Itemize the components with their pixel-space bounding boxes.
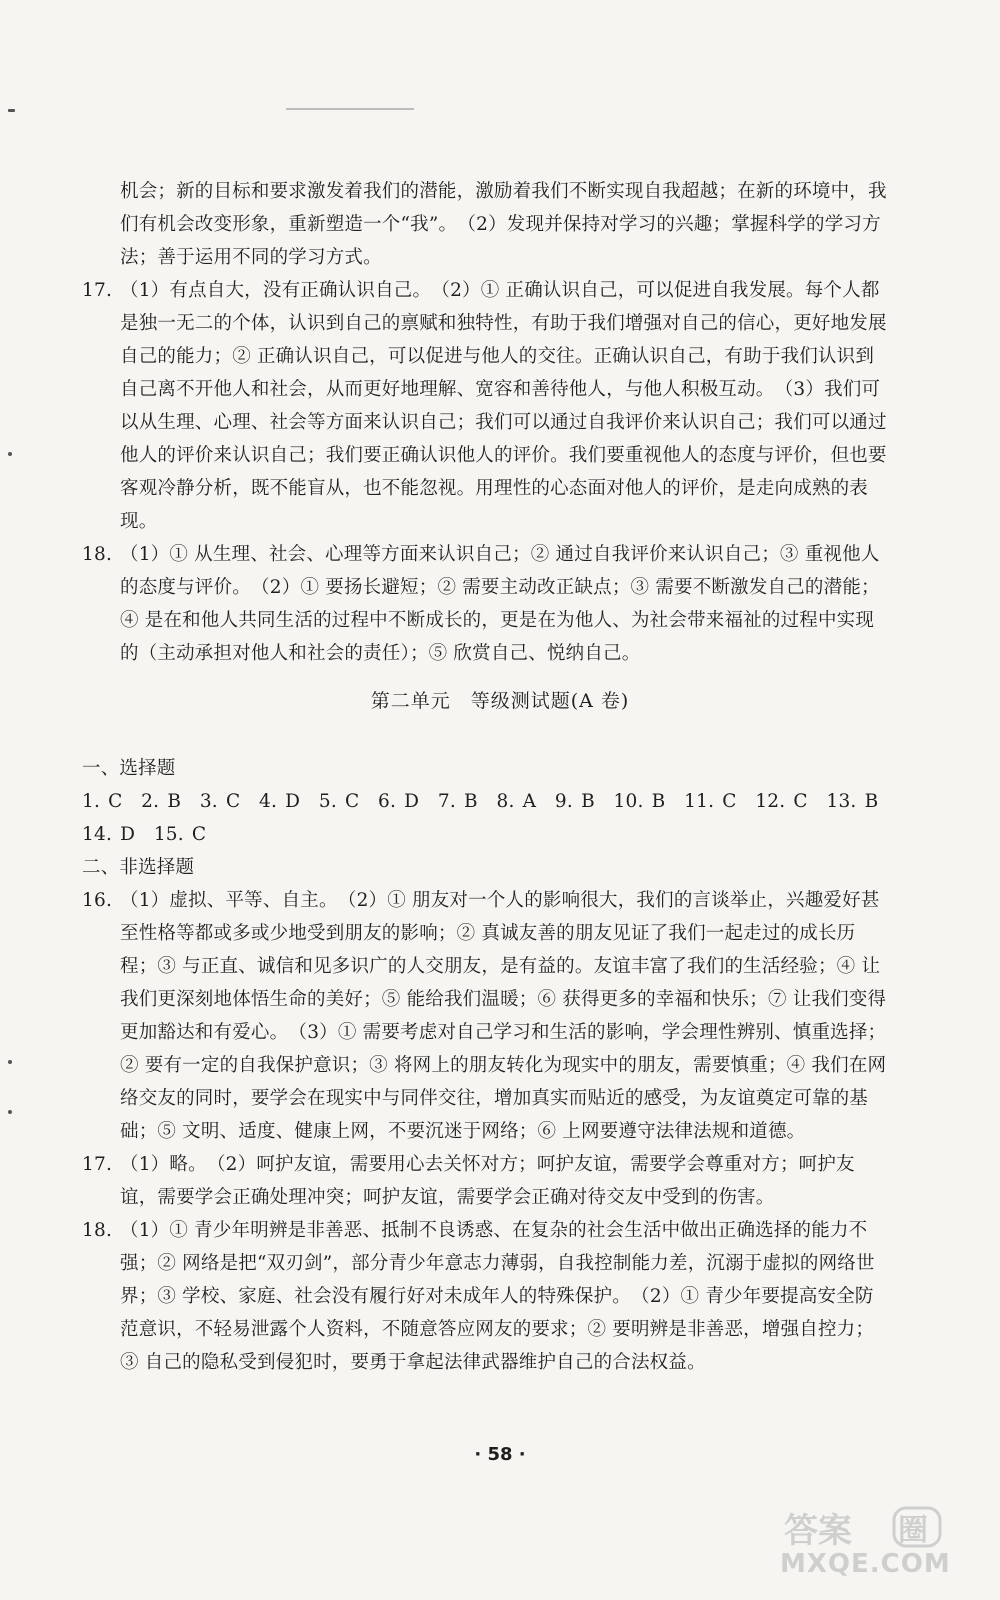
answer-text: （1）虚拟、平等、自主。 （2）① 朋友对一个人的影响很大，我们的言谈举止，兴趣爱好甚至性格等都或多或少地受到朋友的影响；② 真诚友善的朋友见证了我们一起走过的成长历程；③ 与正直、诚信和见多识广的人交朋友，是有益的。友谊丰富了我们的生活经验；④ 让我们更深刻地体悟生命的美好；⑤ 能给我们温暖；⑥ 获得更多的幸福和快乐；⑦ 让我们变得更加豁达和有爱心。 （3）① 需要考虑对自己学习和生活的影响，学会理性辨别、慎重选择；② 要有一定的自我保护意识；③ 将网上的朋友转化为现实中的朋友，需要慎重；④ 我们在网络交友的同时，要学会在现实中与同伴交往，增加真实而贴近的感受，为友谊奠定可靠的基础；⑤ 文明、适度、健康上网，不要沉迷于网络；⑥ 上网要遵守法律法规和道德。 [120,890,887,1142]
choice-answers-line-1: 1. C 2. B 3. C 4. D 5. C 6. D 7. B 8. A 9. B 10. B 11. C 12. C 13. B [82,791,879,812]
unit-two-answers-block [82,752,888,1379]
answer-item-18 [82,1214,888,1379]
section-title-choice: 一、选择题 [82,758,176,779]
previous-answers-block [82,175,888,670]
page-number: · 58 · [474,1444,526,1465]
scan-mark [8,452,12,456]
answer-text: （1）有点自大，没有正确认识自己。 （2）① 正确认识自己，可以促进自我发展。每个人都是独一无二的个体，认识到自己的禀赋和独特性，有助于我们增强对自己的信心，更好地发展自己的能力；② 正确认识自己，可以促进与他人的交往。正确认识自己，有助于我们认识到自己离不开他人和社会，从而更好地理解、宽容和善待他人，与他人积极互动。 （3）我们可以从生理、心理、社会等方面来认识自己；我们可以通过自我评价来认识自己；我们可以通过他人的评价来认识自己；我们要正确认识他人的评价。我们要重视他人的态度与评价，但也要客观冷静分析，既不能盲从，也不能忽视。用理性的心态面对他人的评价，是走向成熟的表现。 [120,280,887,532]
watermark-logo [774,1506,974,1576]
svg-text:圈: 圈 [898,1513,928,1548]
answer-item-18 [82,538,888,670]
answer-text: （1）略。 （2）呵护友谊，需要用心去关怀对方；呵护友谊，需要学会尊重对方；呵护友谊，需要学会正确处理冲突；呵护友谊，需要学会正确对待交友中受到的伤害。 [120,1154,855,1208]
choice-answers-line-2: 14. D 15. C [82,824,207,845]
svg-text:答案: 答案 [784,1511,852,1551]
scan-mark [8,1110,12,1114]
section-title-nonchoice: 二、非选择题 [82,857,195,878]
answer-number: 17. [82,280,113,301]
unit-heading: 第二单元 等级测试题(A 卷) [370,690,630,712]
scan-mark [8,1060,12,1064]
answer-number: 18. [82,1220,113,1241]
answer-number: 18. [82,544,113,565]
answer-number: 17. [82,1154,113,1175]
svg-text:MXQE.COM: MXQE.COM [780,1549,951,1576]
continued-answer-text: 机会；新的目标和要求激发着我们的潜能，激励着我们不断实现自我超越；在新的环境中，我们有机会改变形象，重新塑造一个“我”。 （2）发现并保持对学习的兴趣；掌握科学的学习方法；善于运用不同的学习方式。 [120,181,887,268]
answer-text: （1）① 从生理、社会、心理等方面来认识自己；② 通过自我评价来认识自己；③ 重视他人的态度与评价。 （2）① 要扬长避短；② 需要主动改正缺点；③ 需要不断激发自己的潜能；④ 是在和他人共同生活的过程中不断成长的，更是在为他人、为社会带来福祉的过程中实现的（主动承担对他人和社会的责任）；⑤ 欣赏自己、悦纳自己。 [120,544,880,664]
answer-number: 16. [82,890,113,911]
watermark-graphic [774,1506,974,1576]
answer-item-16 [82,884,888,1148]
scan-mark [8,109,15,112]
answer-text: （1）① 青少年明辨是非善恶、抵制不良诱惑、在复杂的社会生活中做出正确选择的能力不强；② 网络是把“双刃剑”，部分青少年意志力薄弱，自我控制能力差，沉溺于虚拟的网络世界；③ 学校、家庭、社会没有履行好对未成年人的特殊保护。 （2）① 青少年要提高安全防范意识，不轻易泄露个人资料，不随意答应网友的要求；② 要明辨是非善恶，增强自控力；③ 自己的隐私受到侵犯时，要勇于拿起法律武器维护自己的合法权益。 [120,1220,875,1373]
answer-item-17 [82,274,888,538]
top-divider [286,108,414,110]
answer-item-17 [82,1148,888,1214]
